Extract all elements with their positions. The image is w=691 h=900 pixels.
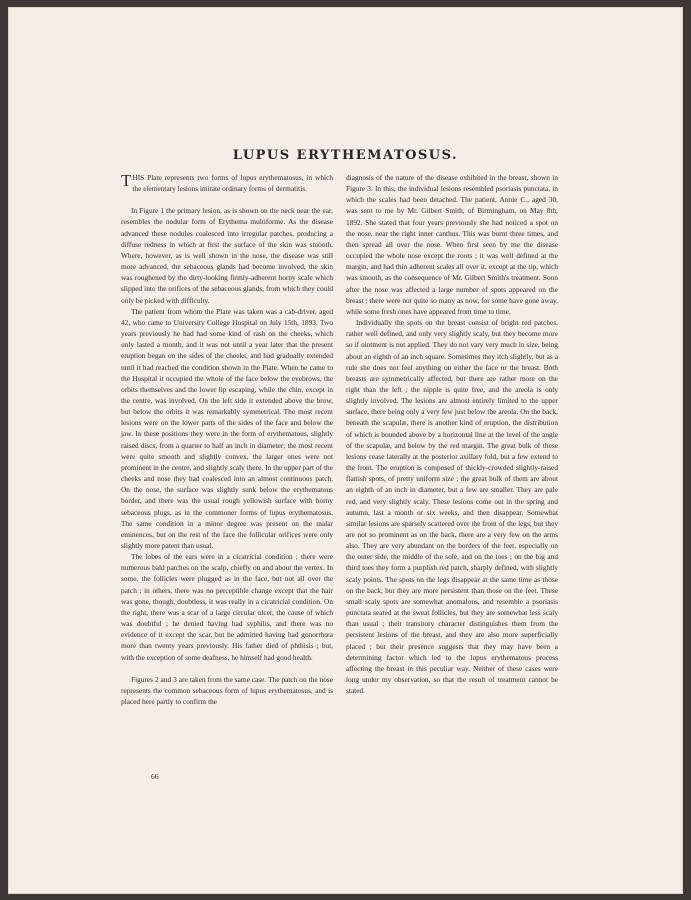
page-number: 66	[151, 772, 159, 781]
paragraph: The patient from whom the Plate was taken was a cab-driver, aged 42, who came to University College Hospital on July 15th, 1893. Two years previously he had had some kind of rash on the cheeks, which only lasted a month, and it was not until a year later that the present eruption began on the sides of the cheeks, and had gradually extended until it had reached the condition shown in the Plate. When he came to the Hospital it occupied the whole of the face below the eyebrows, the orbits themselves and the lower lip escaping, while the chin, except in the centre, was involved. On the left side it extended above the brow, but below the orbits it was remarkably symmetrical. The most recent lesions were on the lower parts of the sides of the face and below the jaw. In these positions they were in the form of erythematous, slightly raised discs, from a quarter to half an inch in diameter; the most recent were quite smooth and slightly convex, the larger ones were not prominent in the centre, and slightly scaly there. In the upper part of the cheeks and nose they had coalesced into an almost continuous patch. On the nose, the surface was slightly sunk below the erythematous border, and there was the usual rough yellowish surface with horny sebaceous plugs, as in the commoner forms of lupus erythematosus. The same condition in a minor degree was present on the malar eminences, but on the rest of the face the follicular orifices were only slightly more patent than usual.	[121, 306, 333, 550]
paragraph: diagnosis of the nature of the disease exhibited in the breast, shown in Figure 3. In this, the individual lesions resembled psoriasis punctata, in which the scales had been detached. The patient, Annie C., aged 30, was sent to me by Mr. Gilbert Smith, of Birmingham, on May 8th, 1892. She stated that four years previously she had noticed a spot on the nose, near the right inner canthus. This was burnt three times, and then spread all over the nose. When first seen by me the disease occupied the whole nose except the roots ; it was well defined at the margin, and had thin adherent scales all over it, except at the tip, which was smooth, as the consequence of Mr. Gilbert Smith's treatment. Soon after the nose was affected a large number of spots appeared on the breast ; there were not quite so many as now, for some have gone away, while some fresh ones have appeared from time to time.	[346, 173, 558, 316]
paragraph: The lobes of the ears were in a cicatricial condition ; there were numerous bald patches on the scalp, chiefly on and about the vertex. In some, the follicles were plugged as in the face, but not all over the patch ; in others, there was no perceptible change except that the hair was gone, though, doubtless, it was really in a cicatricial condition. On the right, there was a scar of a large circular ulcer, the cause of which was doubtful ; he denied having had syphilis, and there was no evidence of it except the scar, but he admitted having had gonorrhœa more than twenty years previously. His father died of phthisis ; but, with the exception of some deafness, he himself had good health.	[121, 552, 333, 662]
paragraph: THIS Plate represents two forms of lupus erythematosus, in which the elementary lesions imitate ordinary forms of dermatitis.	[121, 171, 333, 194]
page-title: LUPUS ERYTHEMATOSUS.	[232, 148, 459, 163]
left-column	[121, 172, 333, 707]
paragraph: Individually the spots on the breast consist of bright red patches, rather well defined, and only very slightly scaly, but they become more so if ointment is not applied. They do not vary very much in size, being about an eighth of an inch square. Sometimes they itch slightly, but as a rule she does not feel anything on either the face or the breast. Both breasts are symmetrically affected, but there are rather more on the right than the left ; the nipple is quite free, and the areola is only slightly involved. The lesions are almost entirely limited to the upper surface, there being only a very few just below the areola. On the back, beneath the scapulæ, there is another kind of eruption, the distribution of which is bounded above by a horizontal line at the level of the angle of the scapulæ, and below by the red margin. The great bulk of these lesions cease laterally at the posterior axillary fold, but a few extend to the front. The eruption is composed of thickly-crowded slightly-raised flattish spots, of pretty uniform size ; the great bulk of them are about an eighth of an inch in diameter, but a few are smaller. They are pale red, and very slightly scaly. These lesions come out in the spring and autumn, last a month or six weeks, and then disappear. Somewhat similar lesions are sparsely scattered over the front of the legs, but they are not so prominent as on the back, there are a very few on the arms also. They are very abundant on the borders of the feet, especially on the outer side, the middle of the sole, and on the toes ; on the big and third toes they form a purplish red patch, sharply defined, with slightly scaly points. The spots on the legs disappear at the same time as those on the back, but they are more persistent than those on the feet. These small scaly spots are somewhat anomalous, and resemble a psoriasis punctata seated at the sweat follicles, but they are somewhat less scaly than usual ; their transitory character distinguishes them from the persistent lesions of the breast, and they are also more superficially placed ; but their presence suggests that they may have been a determining factor which led to the lupus erythematous process affecting the breast in this peculiar way. Neither of these cases were long under my observation, so that the result of treatment cannot be stated.	[346, 318, 558, 696]
drop-cap: T	[121, 171, 132, 190]
paragraph: In Figure 1 the primary lesion, as is shown on the neck near the ear, resembles the nodular form of Erythema multiforme. As the disease advanced these nodules coalesced into irregular patches, producing a diffuse redness in which at first the surface of the skin was smooth. Where, however, as is well shown in the nose, the disease was still more advanced, the sebaceous glands had become involved, the skin was roughened by the dirty-looking firmly-adherent horny scale which slipped into the orifices of the sebaceous glands, from which they could only be picked with difficulty.	[121, 206, 333, 305]
right-column	[346, 172, 558, 696]
paragraph: Figures 2 and 3 are taken from the same case. The patch on the nose represents the common sebaceous form of lupus erythematosus, and is placed here partly to confirm the	[121, 674, 333, 707]
